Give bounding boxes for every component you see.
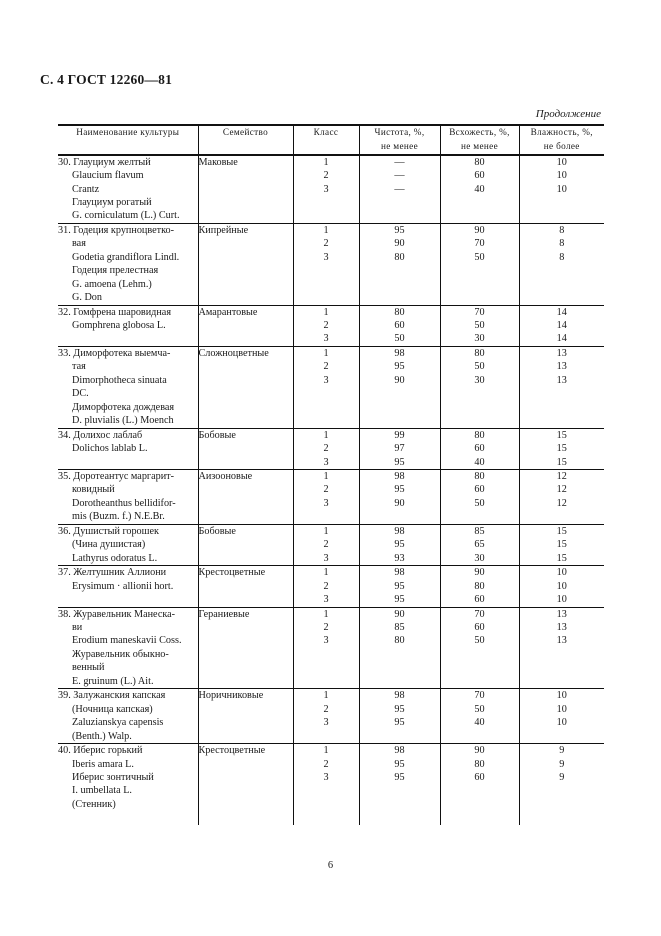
table-row <box>58 305 604 346</box>
culture-name-line: G. corniculatum (L.) Curt. <box>72 210 180 222</box>
cell-germination-value: 70 <box>474 238 485 250</box>
cell-moisture-value: 14 <box>556 320 567 332</box>
culture-name-line: Глауциум рогатый <box>72 196 152 208</box>
cell-germination-value: 85 <box>474 525 485 537</box>
culture-name-line: 40. Иберис горький <box>58 745 143 757</box>
column-divider <box>359 811 360 825</box>
table-row <box>58 428 604 469</box>
cell-moisture-value: 13 <box>556 361 567 373</box>
cell-moisture-value: 12 <box>556 497 567 509</box>
column-header-family: Семейство <box>198 125 293 155</box>
culture-name-line: Dimorphotheca sinuata <box>72 374 167 386</box>
cell-family: Сложноцветные <box>198 346 293 428</box>
cell-moisture-value: 10 <box>556 567 567 579</box>
cell-purity <box>359 689 440 744</box>
cell-germination <box>440 566 519 607</box>
cell-class-value: 1 <box>323 347 329 359</box>
cell-family: Амарантовые <box>198 305 293 346</box>
cell-purity-value: 95 <box>394 771 405 783</box>
cell-purity <box>359 566 440 607</box>
cell-moisture-value: 10 <box>556 690 567 702</box>
cell-purity-value: 85 <box>394 622 405 633</box>
cell-moisture-value: 10 <box>556 580 567 592</box>
cell-culture-name <box>58 470 198 525</box>
cell-class-value: 2 <box>323 580 329 592</box>
cell-culture-name <box>58 566 198 607</box>
culture-name-line: Godetia grandiflora Lindl. <box>72 251 180 263</box>
cell-class-value: 2 <box>323 758 329 770</box>
cell-purity <box>359 155 440 224</box>
cell-moisture <box>519 155 604 224</box>
cell-germination-value: 90 <box>474 224 485 236</box>
culture-name-line: 30. Глауциум желтый <box>58 156 151 168</box>
cell-purity-value: 95 <box>394 224 405 236</box>
culture-name-line: Dorotheanthus bellidifor- <box>72 497 176 509</box>
cell-class-value: 3 <box>323 771 329 783</box>
cell-germination <box>440 607 519 689</box>
cell-class-value: 3 <box>323 594 329 606</box>
culture-name-line: 35. Доротеантус маргарит- <box>58 471 175 483</box>
cell-class-value: 1 <box>323 306 329 318</box>
cell-purity <box>359 744 440 812</box>
cell-moisture-value: 10 <box>556 170 567 182</box>
cell-germination-value: 60 <box>474 484 485 496</box>
cell-moisture <box>519 744 604 812</box>
cell-moisture-value: 8 <box>559 251 565 263</box>
culture-name-line: 38. Журавельник Манеска- <box>58 608 176 620</box>
cell-class <box>293 223 359 305</box>
cell-germination-value: 30 <box>474 552 485 564</box>
cell-class-value: 2 <box>323 238 329 250</box>
cell-moisture <box>519 524 604 565</box>
cell-germination <box>440 470 519 525</box>
cell-class-value: 2 <box>323 320 329 332</box>
culture-name-line: Erodium maneskavii Coss. <box>72 635 182 647</box>
cell-culture-name <box>58 223 198 305</box>
cell-class-value: 2 <box>323 361 329 373</box>
culture-name-line: Crantz <box>72 183 100 195</box>
cell-class-value: 2 <box>323 443 329 455</box>
cell-purity <box>359 607 440 689</box>
cell-purity-value: — <box>394 183 405 195</box>
cell-germination-value: 65 <box>474 539 485 551</box>
cell-family: Маковые <box>198 155 293 224</box>
cell-moisture-value: 10 <box>556 594 567 606</box>
cell-class <box>293 566 359 607</box>
cell-germination-value: 50 <box>474 497 485 509</box>
culture-name-line: Lathyrus odoratus L. <box>72 552 158 564</box>
cell-class-value: 2 <box>323 170 329 182</box>
cell-family: Гераниевые <box>198 607 293 689</box>
culture-name-line: G. Don <box>72 292 102 304</box>
column-divider <box>519 811 520 825</box>
culture-name-line: 37. Желтушник Аллиони <box>58 567 167 579</box>
cell-purity-value: 95 <box>394 580 405 592</box>
cell-germination-value: 50 <box>474 361 485 373</box>
cell-germination-value: 90 <box>474 745 485 757</box>
culture-name-line: Gomphrena globosa L. <box>72 320 166 332</box>
column-header-class: Класс <box>293 125 359 155</box>
cell-moisture-value: 10 <box>556 703 567 715</box>
cell-class-value: 3 <box>323 251 329 263</box>
cell-purity-value: 95 <box>394 484 405 496</box>
cell-germination-value: 30 <box>474 374 485 386</box>
cell-moisture-value: 13 <box>556 635 567 647</box>
cell-class-value: 3 <box>323 456 329 468</box>
cell-germination-value: 70 <box>474 608 485 620</box>
cell-family: Бобовые <box>198 524 293 565</box>
cell-purity-value: 98 <box>394 567 405 579</box>
cell-germination-value: 40 <box>474 456 485 468</box>
cell-culture-name <box>58 305 198 346</box>
cell-class <box>293 428 359 469</box>
culture-name-line: (Стенник) <box>72 798 116 810</box>
cell-germination <box>440 346 519 428</box>
culture-name-line: 32. Гомфрена шаровидная <box>58 306 172 318</box>
cell-germination-value: 50 <box>474 320 485 332</box>
cell-class <box>293 155 359 224</box>
cell-moisture <box>519 428 604 469</box>
cell-germination-value: 90 <box>474 567 485 579</box>
culture-name-line: Iberis amara L. <box>72 758 134 770</box>
cell-purity <box>359 524 440 565</box>
cell-purity-value: 95 <box>394 361 405 373</box>
cell-purity <box>359 470 440 525</box>
culture-name-line: Журавельник обыкно- <box>72 648 169 660</box>
cell-germination-value: 80 <box>474 758 485 770</box>
cell-class-value: 3 <box>323 374 329 386</box>
cell-class <box>293 607 359 689</box>
cell-germination-value: 60 <box>474 622 485 633</box>
page-number: 6 <box>327 860 334 871</box>
cell-germination-value: 60 <box>474 594 485 606</box>
cell-purity-value: 98 <box>394 745 405 757</box>
cell-germination-value: 60 <box>474 443 485 455</box>
cell-purity-value: 95 <box>394 594 405 606</box>
table-body <box>58 155 604 812</box>
cell-class-value: 3 <box>323 497 329 509</box>
cell-purity-value: 95 <box>394 703 405 715</box>
table-row <box>58 155 604 224</box>
cell-purity-value: 98 <box>394 525 405 537</box>
culture-name-line: (Ночница капская) <box>72 703 153 715</box>
cell-culture-name <box>58 744 198 812</box>
cell-moisture-value: 9 <box>559 745 565 757</box>
table-row <box>58 223 604 305</box>
cell-moisture-value: 8 <box>559 224 565 236</box>
cell-purity-value: 95 <box>394 539 405 551</box>
cell-germination-value: 60 <box>474 170 485 182</box>
column-header-moisture: Влажность, %, не более <box>519 125 604 155</box>
cell-class-value: 2 <box>323 703 329 715</box>
cell-purity <box>359 223 440 305</box>
cell-class <box>293 470 359 525</box>
cell-moisture-value: 15 <box>556 552 567 564</box>
column-divider <box>198 811 199 825</box>
cell-class-value: 3 <box>323 333 329 345</box>
cell-purity-value: 95 <box>394 758 405 770</box>
cell-purity <box>359 428 440 469</box>
culture-name-line: Glaucium flavum <box>72 170 144 182</box>
table-row <box>58 346 604 428</box>
cell-moisture-value: 15 <box>556 456 567 468</box>
cell-germination-value: 60 <box>474 771 485 783</box>
cell-class-value: 2 <box>323 484 329 496</box>
cell-class <box>293 305 359 346</box>
culture-name-line: Zaluzianskya capensis <box>72 717 164 729</box>
cell-family: Аизооновые <box>198 470 293 525</box>
cell-germination-value: 80 <box>474 471 485 483</box>
cell-class <box>293 524 359 565</box>
cell-germination <box>440 524 519 565</box>
cell-moisture-value: 9 <box>559 771 565 783</box>
table-row <box>58 524 604 565</box>
cell-moisture-value: 14 <box>556 306 567 318</box>
culture-name-line: (Чина душистая) <box>72 539 146 551</box>
cell-class-value: 1 <box>323 525 329 537</box>
seed-standards-table <box>58 124 604 811</box>
cell-germination <box>440 428 519 469</box>
cell-moisture-value: 13 <box>556 347 567 359</box>
cell-class-value: 1 <box>323 567 329 579</box>
cell-moisture-value: 10 <box>556 183 567 195</box>
cell-moisture <box>519 566 604 607</box>
table-header <box>58 125 604 155</box>
cell-purity-value: 90 <box>394 608 405 620</box>
culture-name-line: 36. Душистый горошек <box>58 525 159 537</box>
cell-moisture <box>519 346 604 428</box>
table-row <box>58 607 604 689</box>
cell-germination-value: 80 <box>474 347 485 359</box>
cell-germination-value: 40 <box>474 717 485 729</box>
cell-purity-value: 98 <box>394 471 405 483</box>
culture-name-line: 31. Годеция крупноцветко- <box>58 224 175 236</box>
cell-purity-value: 98 <box>394 347 405 359</box>
cell-class-value: 2 <box>323 622 329 633</box>
cell-germination-value: 70 <box>474 306 485 318</box>
culture-name-line: 34. Долихос лаблаб <box>58 429 143 441</box>
cell-moisture-value: 13 <box>556 622 567 633</box>
cell-moisture-value: 15 <box>556 525 567 537</box>
cell-moisture-value: 12 <box>556 484 567 496</box>
cell-moisture <box>519 689 604 744</box>
cell-family: Крестоцветные <box>198 744 293 812</box>
culture-name-line: 39. Залужанския капская <box>58 690 166 702</box>
cell-purity-value: 90 <box>394 374 405 386</box>
cell-purity-value: 99 <box>394 429 405 441</box>
culture-name-line: G. amoena (Lehm.) <box>72 278 152 290</box>
culture-name-line: Erysimum · allionii hort. <box>72 580 174 592</box>
cell-germination-value: 50 <box>474 703 485 715</box>
cell-class-value: 1 <box>323 429 329 441</box>
cell-class <box>293 346 359 428</box>
continued-label: Продолжение <box>535 108 601 120</box>
cell-class-value: 1 <box>323 745 329 757</box>
cell-class-value: 2 <box>323 539 329 551</box>
cell-germination <box>440 305 519 346</box>
cell-germination-value: 80 <box>474 580 485 592</box>
culture-name-line: Диморфотека дождевая <box>72 401 175 413</box>
column-header-name: Наименование культуры <box>58 125 198 155</box>
cell-purity-value: 95 <box>394 456 405 468</box>
cell-moisture-value: 14 <box>556 333 567 345</box>
culture-name-line: вая <box>72 238 86 250</box>
table-row <box>58 566 604 607</box>
cell-moisture-value: 10 <box>556 156 567 168</box>
cell-purity <box>359 346 440 428</box>
culture-name-line: Dolichos lablab L. <box>72 443 148 455</box>
cell-germination-value: 50 <box>474 251 485 263</box>
cell-culture-name <box>58 428 198 469</box>
cell-moisture-value: 13 <box>556 608 567 620</box>
culture-name-line: D. pluvialis (L.) Moench <box>72 415 174 427</box>
cell-purity-value: 90 <box>394 497 405 509</box>
cell-purity-value: — <box>394 156 405 168</box>
cell-class <box>293 744 359 812</box>
culture-name-line: I. umbellata L. <box>72 785 132 797</box>
cell-class-value: 3 <box>323 552 329 564</box>
cell-moisture-value: 10 <box>556 717 567 729</box>
cell-germination <box>440 223 519 305</box>
cell-purity-value: — <box>394 170 405 182</box>
cell-germination <box>440 155 519 224</box>
cell-purity-value: 80 <box>394 306 405 318</box>
table-row <box>58 689 604 744</box>
culture-name-line: (Benth.) Walp. <box>72 730 132 742</box>
cell-purity-value: 80 <box>394 251 405 263</box>
cell-moisture-value: 15 <box>556 443 567 455</box>
culture-name-line: mis (Buzm. f.) N.E.Br. <box>72 511 165 523</box>
cell-purity-value: 90 <box>394 238 405 250</box>
cell-moisture <box>519 470 604 525</box>
cell-family: Норичниковые <box>198 689 293 744</box>
cell-family: Кипрейные <box>198 223 293 305</box>
cell-moisture <box>519 305 604 346</box>
table-row <box>58 470 604 525</box>
cell-culture-name <box>58 155 198 224</box>
table-header-row <box>58 125 604 155</box>
cell-class-value: 1 <box>323 224 329 236</box>
cell-purity-value: 60 <box>394 320 405 332</box>
culture-name-line: тая <box>72 361 86 373</box>
cell-class-value: 3 <box>323 635 329 647</box>
cell-culture-name <box>58 607 198 689</box>
culture-name-line: ковидный <box>72 484 115 496</box>
culture-name-line: DC. <box>72 388 89 400</box>
column-header-germination: Всхожесть, %, не менее <box>440 125 519 155</box>
cell-moisture-value: 13 <box>556 374 567 386</box>
cell-germination-value: 80 <box>474 429 485 441</box>
cell-class-value: 1 <box>323 156 329 168</box>
culture-name-line: Иберис зонтичный <box>72 771 154 783</box>
cell-moisture <box>519 223 604 305</box>
cell-purity-value: 80 <box>394 635 405 647</box>
culture-name-line: венный <box>72 662 105 674</box>
cell-germination <box>440 744 519 812</box>
cell-class-value: 1 <box>323 608 329 620</box>
culture-name-line: Годеция прелестная <box>72 265 159 277</box>
table-row <box>58 744 604 812</box>
cell-family: Бобовые <box>198 428 293 469</box>
cell-germination-value: 80 <box>474 156 485 168</box>
column-divider <box>293 811 294 825</box>
cell-moisture-value: 15 <box>556 429 567 441</box>
culture-name-line: E. gruinum (L.) Ait. <box>72 675 154 687</box>
cell-culture-name <box>58 689 198 744</box>
cell-germination <box>440 689 519 744</box>
cell-class <box>293 689 359 744</box>
cell-culture-name <box>58 524 198 565</box>
cell-class-value: 3 <box>323 183 329 195</box>
cell-purity-value: 50 <box>394 333 405 345</box>
cell-class-value: 1 <box>323 471 329 483</box>
cell-culture-name <box>58 346 198 428</box>
cell-moisture <box>519 607 604 689</box>
culture-name-line: 33. Диморфотека выемча- <box>58 347 171 359</box>
cell-purity-value: 95 <box>394 717 405 729</box>
cell-purity <box>359 305 440 346</box>
column-header-purity: Чистота, %, не менее <box>359 125 440 155</box>
cell-purity-value: 97 <box>394 443 405 455</box>
cell-germination-value: 70 <box>474 690 485 702</box>
culture-name-line: ви <box>72 622 83 633</box>
cell-germination-value: 40 <box>474 183 485 195</box>
column-divider <box>440 811 441 825</box>
cell-class-value: 1 <box>323 690 329 702</box>
cell-germination-value: 50 <box>474 635 485 647</box>
cell-purity-value: 98 <box>394 690 405 702</box>
cell-moisture-value: 12 <box>556 471 567 483</box>
cell-class-value: 3 <box>323 717 329 729</box>
cell-purity-value: 93 <box>394 552 405 564</box>
cell-germination-value: 30 <box>474 333 485 345</box>
cell-family: Крестоцветные <box>198 566 293 607</box>
cell-moisture-value: 8 <box>559 238 565 250</box>
cell-moisture-value: 15 <box>556 539 567 551</box>
page-header: С. 4 ГОСТ 12260—81 <box>40 72 173 87</box>
cell-moisture-value: 9 <box>559 758 565 770</box>
